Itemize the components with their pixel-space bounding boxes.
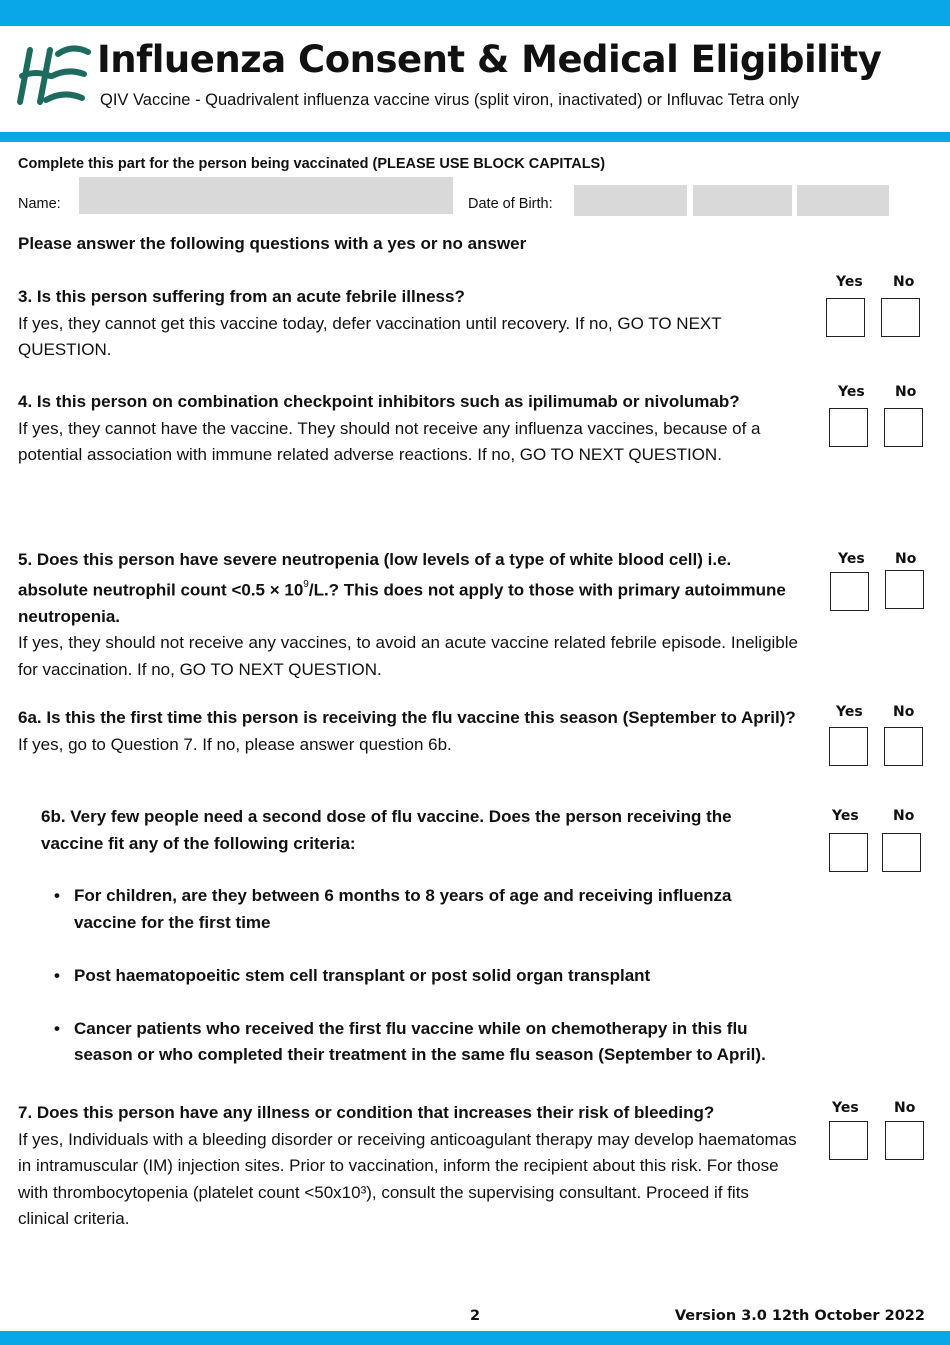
question-4-title: 4. Is this person on combination checkpoint inhibitors such as ipilimumab or nivolumab? [18, 392, 740, 411]
question-6a-title: 6a. Is this the first time this person is receiving the flu vaccine this season (September to April)? [18, 708, 796, 727]
dob-year-input[interactable] [797, 185, 889, 216]
question-3 [18, 284, 798, 364]
q3-no-label: No [893, 274, 915, 290]
question-4 [18, 389, 798, 469]
q4-no-label: No [895, 384, 917, 400]
question-6b-title: 6b. Very few people need a second dose of flu vaccine. Does the person receiving the vaccine fit any of the following criteria: [41, 807, 732, 853]
question-5-desc: If yes, they should not receive any vaccines, to avoid an acute vaccine related febrile episode. Ineligible for vaccination. If no, GO TO NEXT QUESTION. [18, 633, 798, 679]
question-4-desc: If yes, they cannot have the vaccine. They should not receive any influenza vaccines, because of a potential association with immune related adverse reactions. If no, GO TO NEXT QUESTION. [18, 418, 761, 464]
question-7 [18, 1100, 798, 1233]
question-6a [18, 705, 798, 758]
q6b-yes-label: Yes [832, 808, 859, 824]
question-7-desc: If yes, Individuals with a bleeding disorder or receiving anticoagulant therapy may develop haematomas in intramuscular (IM) injection sites. Prior to vaccination, inform the recipient about this risk. For those with thrombocytopenia (platelet count <50x10³), consult the supervising consultant. Proceed if fits clinical criteria. [18, 1129, 797, 1228]
q6b-no-checkbox[interactable] [882, 833, 921, 872]
q6a-yes-checkbox[interactable] [829, 727, 868, 766]
q3-no-checkbox[interactable] [881, 298, 920, 337]
hse-logo-icon [14, 42, 94, 108]
q6b-no-label: No [893, 808, 915, 824]
dob-day-input[interactable] [574, 185, 687, 216]
instruction-text: Please answer the following questions with a yes or no answer [18, 234, 527, 253]
q4-yes-label: Yes [838, 384, 865, 400]
dob-label: Date of Birth: [468, 196, 553, 212]
q6a-no-checkbox[interactable] [884, 727, 923, 766]
question-3-title: 3. Is this person suffering from an acute febrile illness? [18, 287, 465, 306]
top-accent-bar [0, 0, 950, 26]
q6a-no-label: No [893, 704, 915, 720]
question-5-title [18, 547, 798, 630]
q3-yes-label: Yes [836, 274, 863, 290]
question-5 [18, 547, 798, 683]
page-subtitle: QIV Vaccine - Quadrivalent influenza vaccine virus (split viron, inactivated) or Influvac Tetra only [100, 91, 800, 109]
question-5-title-a: 5. Does this person have severe neutropenia (low levels of a type of white blood cell) i.e. absolute neutrophil count <0.5 × 10 [18, 550, 732, 600]
q7-yes-label: Yes [832, 1100, 859, 1116]
q7-yes-checkbox[interactable] [829, 1121, 868, 1160]
question-6b-criteria-list [41, 883, 771, 1069]
header-separator-bar [0, 132, 950, 142]
question-3-desc: If yes, they cannot get this vaccine today, defer vaccination until recovery. If no, GO TO NEXT QUESTION. [18, 313, 722, 359]
dob-month-input[interactable] [693, 185, 792, 216]
q6a-yes-label: Yes [836, 704, 863, 720]
page-number: 2 [470, 1308, 481, 1324]
question-6a-desc: If yes, go to Question 7. If no, please answer question 6b. [18, 734, 452, 754]
question-7-title: 7. Does this person have any illness or condition that increases their risk of bleeding? [18, 1103, 715, 1122]
question-6b [41, 804, 798, 857]
q7-no-label: No [894, 1100, 916, 1116]
name-input[interactable] [79, 177, 453, 214]
criteria-item: • Cancer patients who received the first flu vaccine while on chemotherapy in this flu season or who completed their treatment in the same flu season (September to April). [41, 1016, 771, 1069]
q4-yes-checkbox[interactable] [829, 408, 868, 447]
bottom-accent-bar [0, 1331, 950, 1345]
question-5-title-b: /L.? This does not apply to those with primary autoimmune neutropenia. [18, 580, 786, 626]
q3-yes-checkbox[interactable] [826, 298, 865, 337]
q5-yes-label: Yes [838, 551, 865, 567]
q5-no-checkbox[interactable] [885, 570, 924, 609]
q5-no-label: No [895, 551, 917, 567]
q4-no-checkbox[interactable] [884, 408, 923, 447]
criteria-item: • For children, are they between 6 months to 8 years of age and receiving influenza vaccine for the first time [41, 883, 771, 936]
name-label: Name: [18, 196, 61, 212]
person-section-heading: Complete this part for the person being vaccinated (PLEASE USE BLOCK CAPITALS) [18, 156, 606, 172]
q5-yes-checkbox[interactable] [830, 572, 869, 611]
page-title: Influenza Consent & Medical Eligibility [97, 38, 882, 81]
criteria-item: • Post haematopoeitic stem cell transplant or post solid organ transplant [41, 963, 771, 990]
version-text: Version 3.0 12th October 2022 [674, 1308, 925, 1324]
q6b-yes-checkbox[interactable] [829, 833, 868, 872]
q7-no-checkbox[interactable] [885, 1121, 924, 1160]
question-5-title-exponent: 9 [303, 578, 309, 590]
